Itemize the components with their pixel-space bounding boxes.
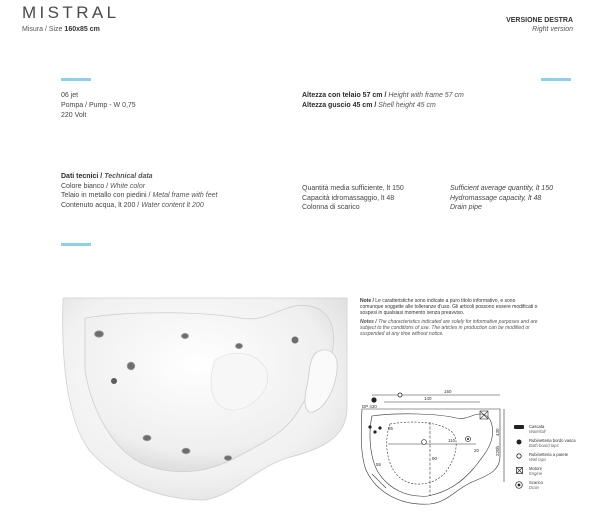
dim-bottom: 110 xyxy=(448,438,456,443)
features-list xyxy=(61,91,136,121)
version-block xyxy=(506,16,573,34)
dim-tap: DP 430 xyxy=(362,404,377,409)
filled-dot-icon xyxy=(373,430,376,433)
version-it: VERSIONE DESTRA xyxy=(506,17,573,24)
tech-line: Contenuto acqua, lt 200 / Water content lt 200 xyxy=(61,201,204,209)
dim-height: 85 xyxy=(388,426,394,431)
quantities-en xyxy=(450,184,553,213)
size-line xyxy=(22,26,100,33)
legend-item: Rubinetteria bordo vasca Bath-board taps xyxy=(514,438,576,448)
feature-item: 06 jet xyxy=(61,92,79,99)
quantities-it xyxy=(302,184,404,213)
heights-list xyxy=(302,91,464,111)
drain-icon xyxy=(422,440,427,445)
quantity-item: Hydromassage capacity, lt 48 xyxy=(450,194,542,202)
height-item: Altezza guscio 45 cm / Shell height 45 cm xyxy=(302,102,436,109)
tech-title: Dati tecnici / Technical data xyxy=(61,173,153,180)
filled-dot-icon xyxy=(368,425,371,428)
jet-icon xyxy=(111,378,117,384)
bathtub-photo xyxy=(55,290,355,505)
dim-inner: 140 xyxy=(424,396,432,401)
hollow-dot-icon xyxy=(514,452,524,459)
size-label: Misura / Size xyxy=(22,26,63,33)
quantity-item: Capacità idromassaggio, lt 48 xyxy=(302,194,395,202)
waterfall-icon xyxy=(514,424,524,430)
quantity-item: Sufficient average quantity, lt 150 xyxy=(450,185,553,192)
hollow-dot-icon xyxy=(398,393,402,397)
filled-dot-icon xyxy=(371,397,376,402)
notes-block xyxy=(360,298,540,337)
legend-item: Cascata Waterfall xyxy=(514,424,576,434)
drain-icon xyxy=(467,438,469,440)
quantity-item: Quantità media sufficiente, lt 150 xyxy=(302,185,404,192)
feature-item: 220 Volt xyxy=(61,112,87,119)
note-en: Notes / The characteristics indicated are solely for informative purposes and are subject to the conditions of use. The articles in production can be modified or suspended at any time without notice. xyxy=(360,318,538,338)
legend-item: Rubinetteria a parete Wall taps xyxy=(514,452,576,462)
legend xyxy=(514,424,576,494)
legend-item: Scarico Drain xyxy=(514,480,576,490)
filled-dot-icon xyxy=(514,438,524,445)
dim-side2: 430 xyxy=(495,428,500,436)
engine-icon xyxy=(514,466,524,474)
quantity-item: Drain pipe xyxy=(450,204,482,211)
accent-rule xyxy=(541,78,571,81)
accent-rule xyxy=(61,78,91,81)
filled-dot-icon xyxy=(378,426,381,429)
quantity-item: Colonna di scarico xyxy=(302,204,360,211)
accent-rule xyxy=(61,243,91,246)
dim-small: 20 xyxy=(474,448,480,453)
legend-item: Motore Engine xyxy=(514,466,576,476)
size-value: 160x85 cm xyxy=(64,26,100,33)
tech-line: Colore bianco / White color xyxy=(61,182,146,190)
technical-drawing xyxy=(360,384,508,508)
brand-title: MISTRAL xyxy=(22,3,120,22)
tech-line: Telaio in metallo con piedini / Metal frame with feet xyxy=(61,192,218,199)
version-en: Right version xyxy=(532,26,573,33)
dim-width: 160 xyxy=(444,389,452,394)
dim-side: 220h xyxy=(495,445,500,456)
feature-item: Pompa / Pump - W 0,75 xyxy=(61,102,136,109)
height-item: Altezza con telaio 57 cm / Height with frame 57 cm xyxy=(302,92,464,99)
drain-icon xyxy=(514,480,524,489)
note-it: Note / Le caratteristiche sono indicate a puro titolo informativo, e sono comunque soggette alle tolleranze d'uso. Gli articoli possono essere modificati o sospesi in qualsiasi momento senza preavviso. xyxy=(360,298,538,317)
tech-data xyxy=(61,172,217,210)
dim-depth: 90 xyxy=(432,456,438,461)
dim-left: 55 xyxy=(376,462,382,467)
jet-icon xyxy=(292,337,299,344)
